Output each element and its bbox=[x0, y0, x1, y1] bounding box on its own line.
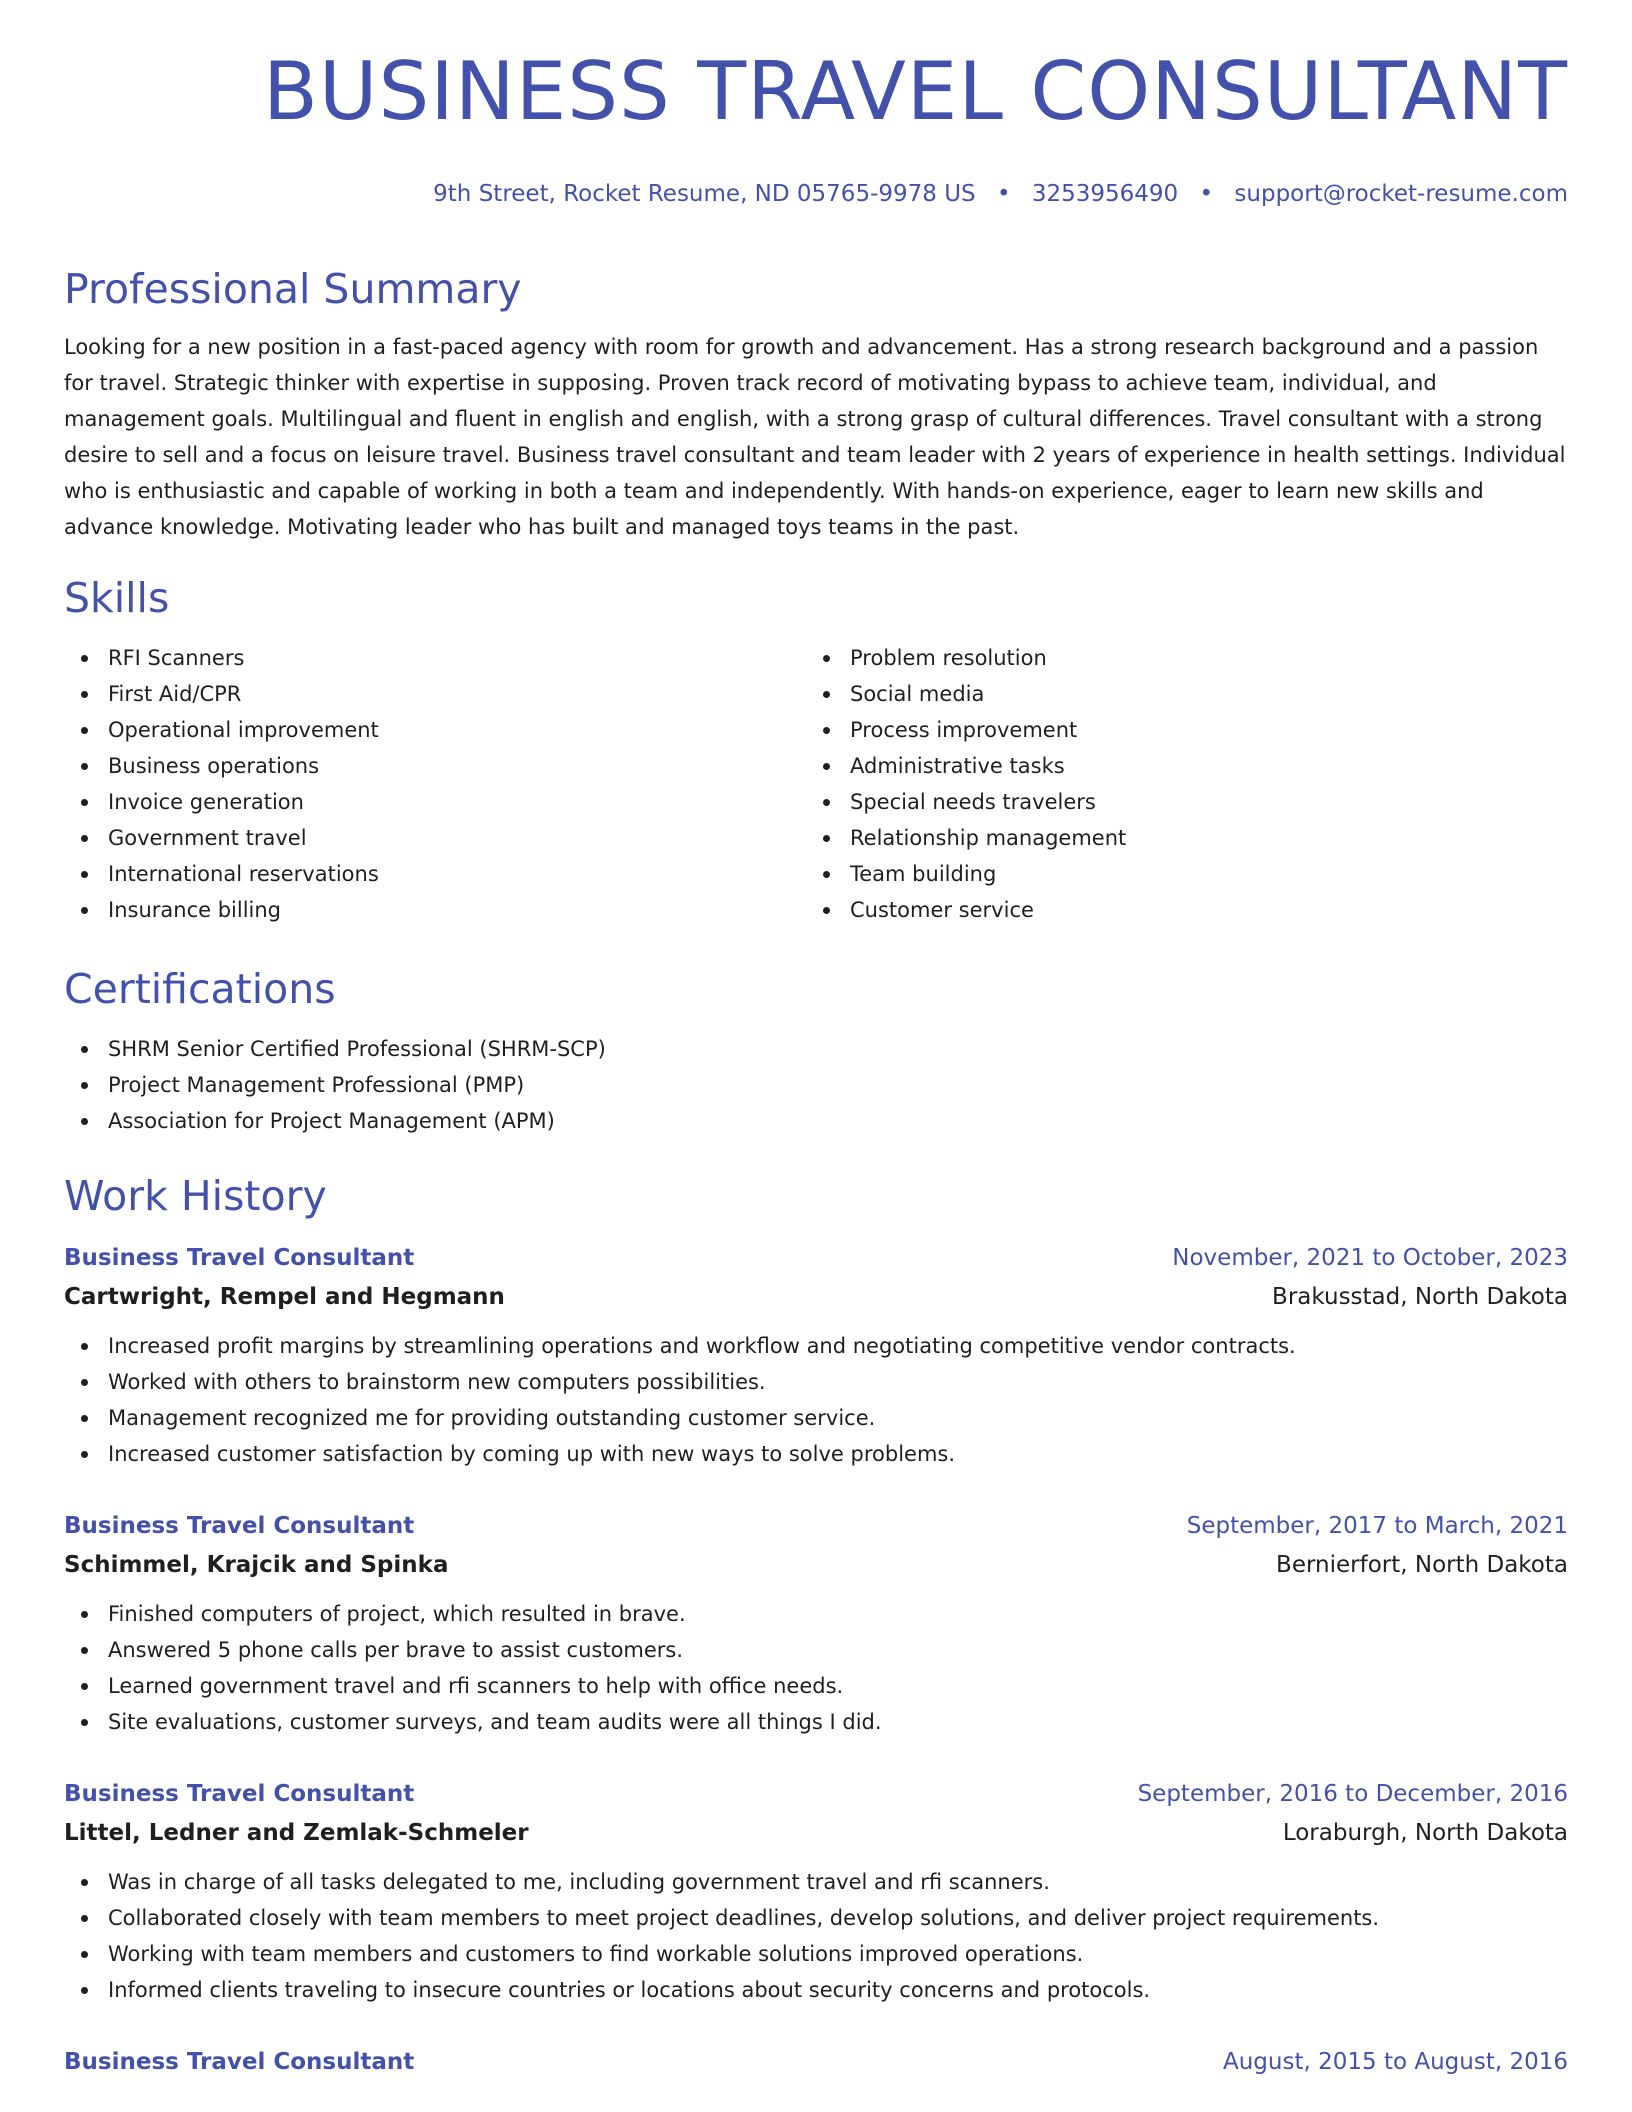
skills-column-right bbox=[806, 640, 1548, 928]
skill-item: Process improvement bbox=[806, 712, 1548, 748]
skills-grid bbox=[64, 640, 1568, 928]
job-dates: September, 2016 to December, 2016 bbox=[1137, 1781, 1568, 1807]
job-title-row bbox=[64, 1508, 1568, 1544]
certifications-heading: Certifications bbox=[64, 965, 336, 1013]
job-title: Business Travel Consultant bbox=[64, 1245, 415, 1271]
job-company-row bbox=[64, 1544, 1568, 1586]
contact-line bbox=[433, 181, 1568, 209]
job-company: Littel, Ledner and Zemlak-Schmeler bbox=[64, 1820, 529, 1846]
resume-content bbox=[64, 262, 1568, 2080]
skill-item: Team building bbox=[806, 856, 1548, 892]
job-bullet: Answered 5 phone calls per brave to assist customers. bbox=[64, 1632, 1568, 1668]
skills-column-left bbox=[64, 640, 806, 928]
job-entry bbox=[64, 1776, 1568, 2008]
work-history-section bbox=[64, 1169, 1568, 2080]
skill-item: Problem resolution bbox=[806, 640, 1548, 676]
skill-item: Relationship management bbox=[806, 820, 1548, 856]
job-company: Cartwright, Rempel and Hegmann bbox=[64, 1284, 505, 1310]
job-dates: September, 2017 to March, 2021 bbox=[1186, 1513, 1568, 1539]
job-dates: November, 2021 to October, 2023 bbox=[1172, 1245, 1568, 1271]
job-bullet: Collaborated closely with team members to meet project deadlines, develop solutions, and deliver project requirements. bbox=[64, 1900, 1568, 1936]
job-title-row bbox=[64, 2044, 1568, 2080]
job-bullet: Finished computers of project, which resulted in brave. bbox=[64, 1596, 1568, 1632]
work-history-heading: Work History bbox=[64, 1172, 327, 1220]
skill-item: Customer service bbox=[806, 892, 1548, 928]
job-entry bbox=[64, 1240, 1568, 1472]
job-bullet: Was in charge of all tasks delegated to me, including government travel and rfi scanners. bbox=[64, 1864, 1568, 1900]
skill-item: Social media bbox=[806, 676, 1548, 712]
job-bullet: Increased customer satisfaction by coming up with new ways to solve problems. bbox=[64, 1436, 1568, 1472]
skill-item: Business operations bbox=[64, 748, 806, 784]
skills-heading: Skills bbox=[64, 574, 170, 622]
job-entry bbox=[64, 1508, 1568, 1740]
resume-page bbox=[64, 0, 1568, 2112]
job-bullet: Management recognized me for providing outstanding customer service. bbox=[64, 1400, 1568, 1436]
job-bullets bbox=[64, 1596, 1568, 1740]
skills-section bbox=[64, 571, 1568, 928]
job-bullets bbox=[64, 1864, 1568, 2008]
job-company: Schimmel, Krajcik and Spinka bbox=[64, 1552, 449, 1578]
job-bullet: Worked with others to brainstorm new computers possibilities. bbox=[64, 1364, 1568, 1400]
job-title-row bbox=[64, 1776, 1568, 1812]
job-bullet: Site evaluations, customer surveys, and team audits were all things I did. bbox=[64, 1704, 1568, 1740]
contact-email: support@rocket-resume.com bbox=[1234, 181, 1568, 207]
contact-separator: • bbox=[1199, 181, 1214, 207]
job-location: Brakusstad, North Dakota bbox=[1272, 1284, 1568, 1310]
resume-title: BUSINESS TRAVEL CONSULTANT bbox=[263, 45, 1568, 138]
job-location: Loraburgh, North Dakota bbox=[1282, 1820, 1568, 1846]
jobs-list bbox=[64, 1240, 1568, 2080]
skill-item: Administrative tasks bbox=[806, 748, 1548, 784]
job-title-row bbox=[64, 1240, 1568, 1276]
summary-text: Looking for a new position in a fast-paced agency with room for growth and advancement. Has a strong research background and a passion for travel. Strategic thinker with expertise in supposing. Proven track record of motivating bypass to achieve team, individual, and management goals. Multilingual and fluent in english and english, with a strong grasp of cultural differences. Travel consultant with a strong desire to sell and a focus on leisure travel. Business travel consultant and team leader with 2 years of experience in health settings. Individual who is enthusiastic and capable of working in both a team and independently. With hands-on experience, eager to learn new skills and advance knowledge. Motivating leader who has built and managed toys teams in the past. bbox=[64, 335, 1566, 539]
job-bullet: Learned government travel and rfi scanners to help with office needs. bbox=[64, 1668, 1568, 1704]
skill-item: Operational improvement bbox=[64, 712, 806, 748]
job-dates: August, 2015 to August, 2016 bbox=[1223, 2049, 1568, 2075]
contact-address: 9th Street, Rocket Resume, ND 05765-9978 US bbox=[433, 181, 976, 207]
contact-phone: 3253956490 bbox=[1031, 181, 1179, 207]
job-bullet: Increased profit margins by streamlining operations and workflow and negotiating competitive vendor contracts. bbox=[64, 1328, 1568, 1364]
job-title: Business Travel Consultant bbox=[64, 2049, 415, 2075]
skill-item: First Aid/CPR bbox=[64, 676, 806, 712]
job-bullets bbox=[64, 1328, 1568, 1472]
skill-item: Special needs travelers bbox=[806, 784, 1548, 820]
contact-separator: • bbox=[996, 181, 1011, 207]
skill-item: Insurance billing bbox=[64, 892, 806, 928]
certification-item: Project Management Professional (PMP) bbox=[64, 1067, 1568, 1103]
certifications-section bbox=[64, 962, 1568, 1139]
summary-section bbox=[64, 262, 1568, 545]
job-company-row bbox=[64, 1276, 1568, 1318]
certification-item: Association for Project Management (APM) bbox=[64, 1103, 1568, 1139]
job-bullet: Informed clients traveling to insecure countries or locations about security concerns and protocols. bbox=[64, 1972, 1568, 2008]
certification-item: SHRM Senior Certified Professional (SHRM-SCP) bbox=[64, 1031, 1568, 1067]
skill-item: RFI Scanners bbox=[64, 640, 806, 676]
job-location: Bernierfort, North Dakota bbox=[1276, 1552, 1568, 1578]
job-title: Business Travel Consultant bbox=[64, 1513, 415, 1539]
job-company-row bbox=[64, 1812, 1568, 1854]
job-title: Business Travel Consultant bbox=[64, 1781, 415, 1807]
job-entry bbox=[64, 2044, 1568, 2080]
skill-item: Government travel bbox=[64, 820, 806, 856]
skill-item: International reservations bbox=[64, 856, 806, 892]
summary-heading: Professional Summary bbox=[64, 265, 522, 313]
skill-item: Invoice generation bbox=[64, 784, 806, 820]
job-bullet: Working with team members and customers to find workable solutions improved operations. bbox=[64, 1936, 1568, 1972]
certifications-list bbox=[64, 1031, 1568, 1139]
